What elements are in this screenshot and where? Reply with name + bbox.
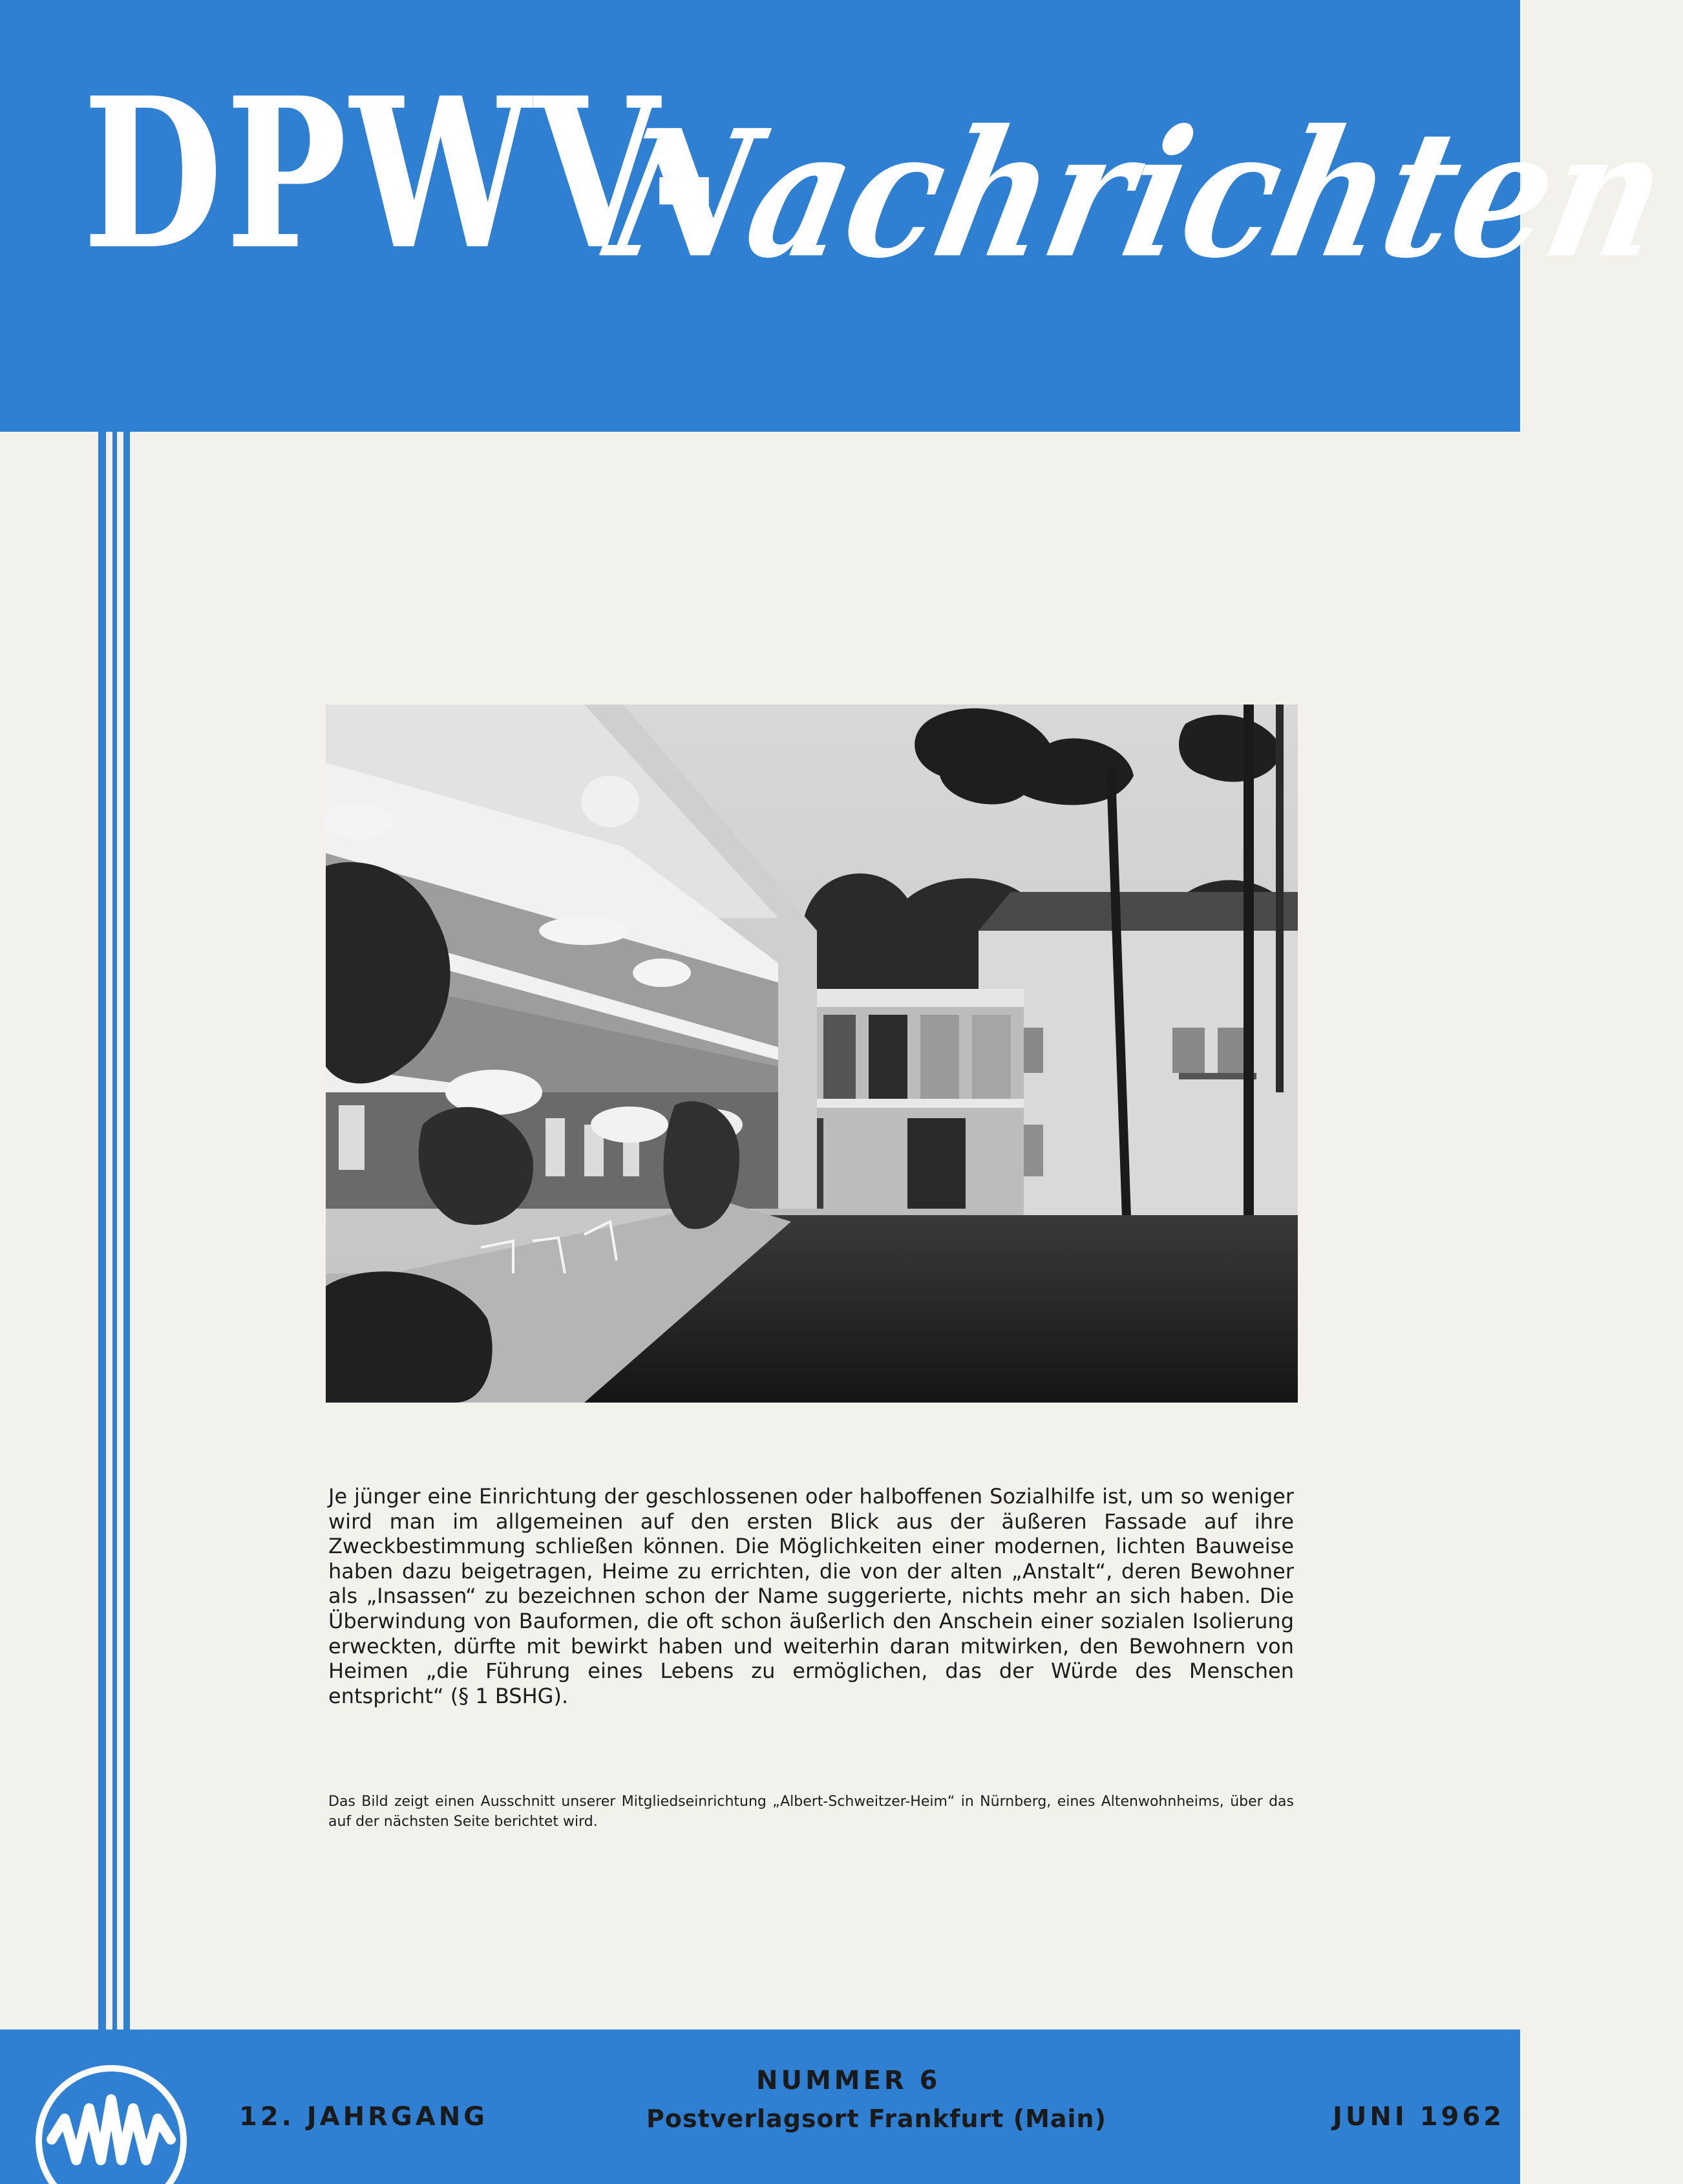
masthead-title-block: DPWV- [83,53,721,295]
article-body: Je jünger eine Einrichtung der geschlossenen oder halboffenen Sozialhilfe ist, um so weniger wird man im allgemeinen auf den ersten Blick aus der äußeren Fassade auf ihre Zweckbestimmung schließen können. Die Möglichkeiten einer modernen, lichten Bauweise haben dazu beigetragen, Heime zu errichten, die von der alten „Anstalt“, deren Bewohner als „Insassen“ zu bezeichnen schon der Name suggerierte, nichts mehr an sich haben. Die Überwindung von Bauformen, die oft schon äußerlich den Anschein einer sozialen Isolierung erweckten, dürfte mit bewirkt haben und weiterhin daran mitwirken, den Bewohnern von Heimen „die Führung eines Lebens zu ermöglichen, das der Würde des Menschen entspricht“ (§ 1 BSHG). [328,1484,1294,1708]
photo-caption: Das Bild zeigt einen Ausschnitt unserer Mitgliedseinrichtung „Albert-Schweitzer-Heim“ in Nürnberg, eines Altenwohnheims, über das auf der nächsten Seite berichtet wird. [328,1794,1294,1830]
masthead-title-script: Nachrichten [594,91,1683,297]
decorative-rule [123,432,130,2030]
masthead [0,0,1683,432]
postal-location: Postverlagsort Frankfurt (Main) [646,2104,1106,2133]
dpwv-wave-logo-icon [34,2063,189,2184]
decorative-rule [98,432,106,2030]
issue-number: NUMMER 6 [756,2066,941,2095]
issue-date: JUNI 1962 [1333,2102,1505,2132]
cover-photo [326,705,1298,1403]
decorative-rule [112,432,117,2030]
volume-label: 12. JAHRGANG [239,2102,488,2132]
